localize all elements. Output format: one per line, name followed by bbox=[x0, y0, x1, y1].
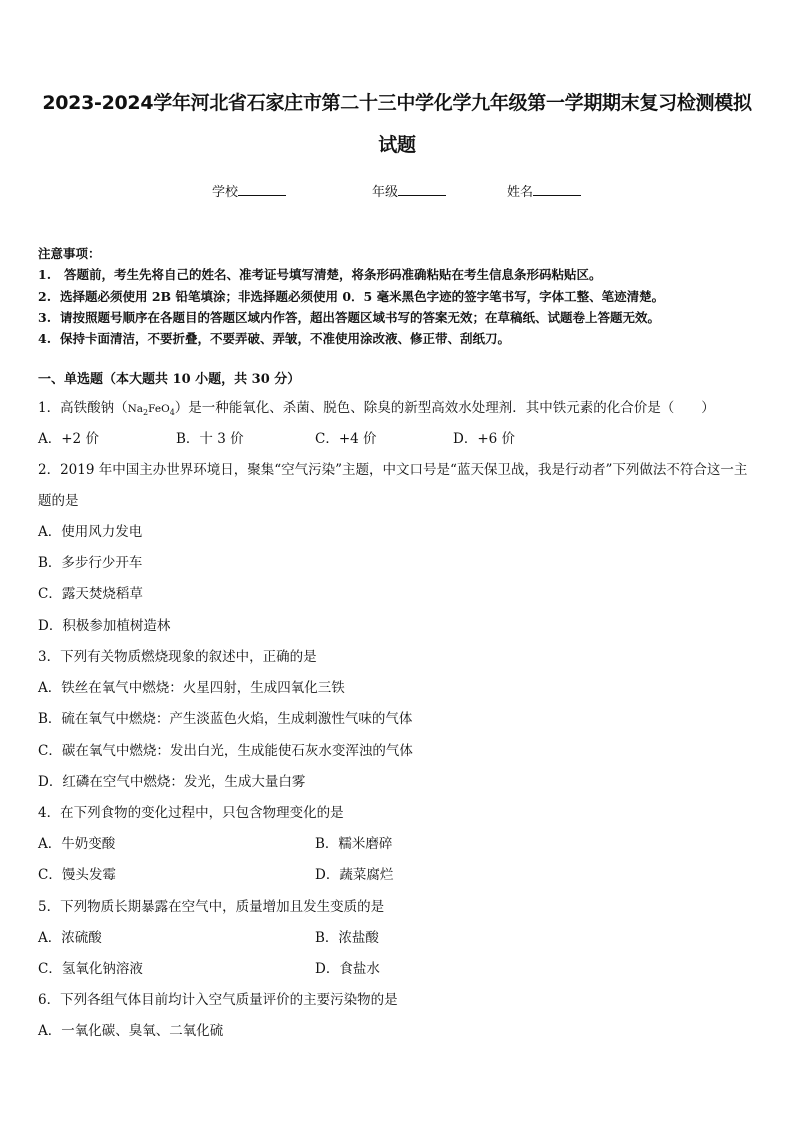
note-item bbox=[38, 308, 660, 326]
grade-label: 年级 bbox=[372, 185, 399, 200]
page-title: 2023-2024学年河北省石家庄市第二十三中学化学九年级第一学期期末复习检测模拟 bbox=[42, 92, 752, 114]
page-title-continued: 试题 bbox=[378, 134, 416, 156]
name-label: 姓名 bbox=[507, 185, 534, 200]
grade-field bbox=[372, 181, 446, 200]
q2-option-d[interactable]: D．积极参加植树造林 bbox=[38, 618, 171, 634]
name-field bbox=[507, 181, 581, 200]
question-5-stem: 5．下列物质长期暴露在空气中，质量增加且发生变质的是 bbox=[38, 899, 385, 915]
grade-blank bbox=[398, 183, 446, 196]
school-blank bbox=[238, 183, 286, 196]
q1-formula bbox=[127, 403, 175, 418]
note-number: 4. bbox=[38, 331, 52, 346]
q3-option-a[interactable]: A．铁丝在氧气中燃烧：火星四射，生成四氧化三铁 bbox=[38, 680, 345, 696]
note-item bbox=[38, 329, 510, 347]
question-3-stem: 3．下列有关物质燃烧现象的叙述中，正确的是 bbox=[38, 649, 317, 665]
note-item bbox=[38, 287, 664, 305]
note-text: 选择题必须使用 2B 铅笔填涂；非选择题必须使用 0．5 毫米黑色字迹的签字笔书写，字体工整、笔迹清楚。 bbox=[60, 289, 665, 304]
q4-option-c[interactable]: C．馒头发霉 bbox=[38, 867, 116, 883]
notes-heading: 注意事项： bbox=[38, 246, 101, 261]
note-text: 答题前，考生先将自己的姓名、准考证号填写清楚，将条形码准确粘贴在考生信息条形码粘贴区。 bbox=[64, 267, 602, 282]
q1-stem-start: 1．高铁酸钠（ bbox=[38, 400, 128, 416]
section-title: 一、单选题（本大题共 10 小题，共 30 分） bbox=[38, 372, 301, 387]
q1-formula-sub2: 4 bbox=[169, 408, 175, 418]
q3-option-d[interactable]: D．红磷在空气中燃烧：发光，生成大量白雾 bbox=[38, 774, 306, 790]
q1-formula-feo: FeO bbox=[148, 403, 170, 415]
q5-option-b[interactable]: B．浓盐酸 bbox=[315, 930, 379, 946]
q1-formula-sub1: 2 bbox=[143, 408, 149, 418]
q5-option-a[interactable]: A．浓硫酸 bbox=[38, 930, 102, 946]
school-field bbox=[212, 181, 286, 200]
q2-option-b[interactable]: B．多步行少开车 bbox=[38, 555, 143, 571]
q5-option-c[interactable]: C．氢氧化钠溶液 bbox=[38, 961, 143, 977]
note-number: 2. bbox=[38, 289, 52, 304]
question-2-stem: 2．2019 年中国主办世界环境日，聚集“空气污染”主题，中文口号是“蓝天保卫战，我是行动者”下列做法不符合这一主 bbox=[38, 462, 748, 478]
q6-option-a[interactable]: A．一氧化碳、臭氧、二氧化硫 bbox=[38, 1023, 224, 1039]
school-label: 学校 bbox=[212, 185, 239, 200]
q4-option-b[interactable]: B．糯米磨碎 bbox=[315, 836, 393, 852]
q5-option-d[interactable]: D．食盐水 bbox=[315, 961, 380, 977]
question-2-stem-continued: 题的是 bbox=[38, 493, 79, 509]
q2-option-c[interactable]: C．露天焚烧稻草 bbox=[38, 586, 143, 602]
q1-option-c[interactable]: C．+4 价 bbox=[315, 431, 377, 447]
q3-option-b[interactable]: B．硫在氧气中燃烧：产生淡蓝色火焰，生成刺激性气味的气体 bbox=[38, 711, 413, 727]
question-4-stem: 4．在下列食物的变化过程中，只包含物理变化的是 bbox=[38, 805, 344, 821]
q3-option-c[interactable]: C．碳在氧气中燃烧：发出白光，生成能使石灰水变浑浊的气体 bbox=[38, 743, 413, 759]
q1-option-d[interactable]: D．+6 价 bbox=[453, 431, 516, 447]
q1-formula-na: Na bbox=[127, 403, 144, 415]
q1-stem-end: ）是一种能氧化、杀菌、脱色、除臭的新型高效水处理剂．其中铁元素的化合价是（ ） bbox=[174, 400, 715, 416]
question-1-stem bbox=[38, 396, 715, 417]
q4-option-a[interactable]: A．牛奶变酸 bbox=[38, 836, 116, 852]
question-6-stem: 6．下列各组气体目前均计入空气质量评价的主要污染物的是 bbox=[38, 992, 398, 1008]
q2-option-a[interactable]: A．使用风力发电 bbox=[38, 524, 143, 540]
name-blank bbox=[533, 183, 581, 196]
q1-option-b[interactable]: B．十 3 价 bbox=[176, 431, 244, 447]
note-text: 请按照题号顺序在各题目的答题区域内作答，超出答题区域书写的答案无效；在草稿纸、试题卷上答题无效。 bbox=[60, 310, 661, 325]
note-number: 1. bbox=[38, 267, 52, 282]
note-text: 保持卡面清洁，不要折叠，不要弄破、弄皱，不准使用涂改液、修正带、刮纸刀。 bbox=[60, 331, 511, 346]
note-item bbox=[38, 265, 602, 283]
note-number: 3. bbox=[38, 310, 52, 325]
q4-option-d[interactable]: D．蔬菜腐烂 bbox=[315, 867, 394, 883]
q1-option-a[interactable]: A．+2 价 bbox=[38, 431, 99, 447]
